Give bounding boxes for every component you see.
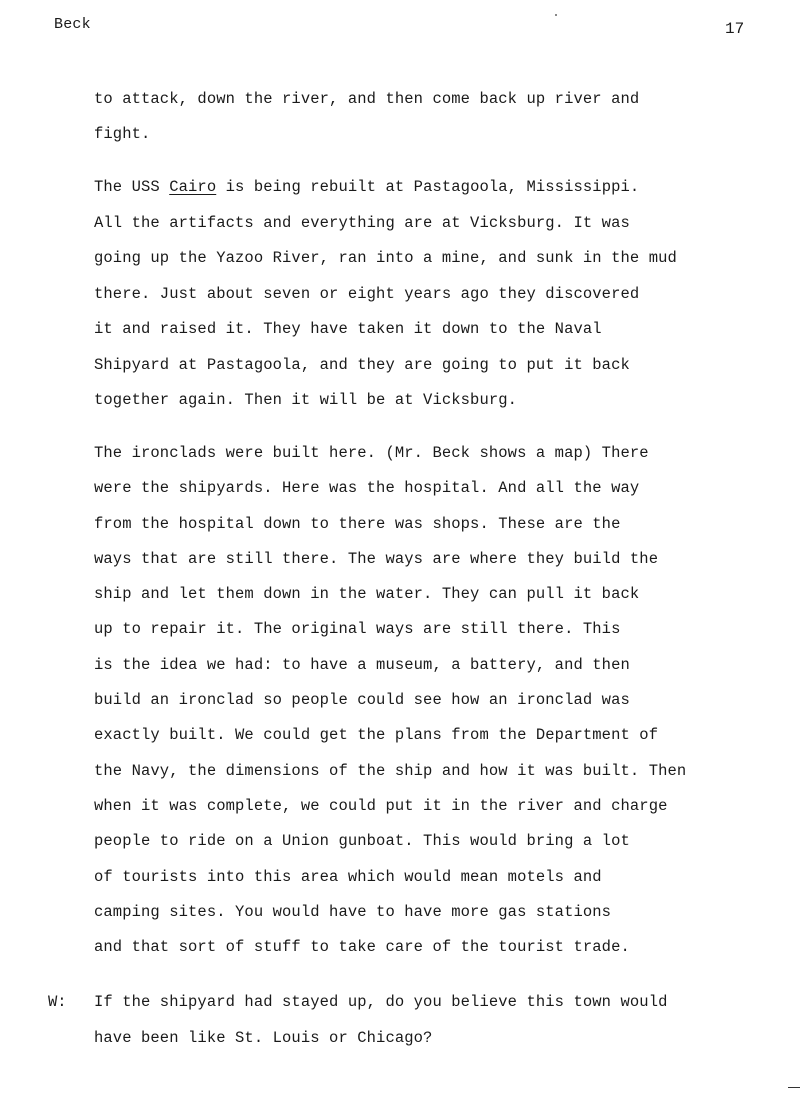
question-paragraph: [94, 984, 784, 1056]
text-line: and that sort of stuff to take care of the tourist trade.: [94, 938, 630, 957]
text-line: camping sites. You would have to have more gas stations: [94, 902, 612, 921]
scan-speck: [555, 14, 557, 16]
scan-edge-mark: [788, 1087, 800, 1088]
ship-name-underlined: Cairo: [169, 178, 217, 196]
text-line: going up the Yazoo River, ran into a mine, and sunk in the mud: [94, 249, 677, 267]
text-line: build an ironclad so people could see how an ironclad was: [94, 691, 630, 710]
header-interviewee-name: Beck: [54, 16, 91, 33]
text-line: exactly built. We could get the plans from the Department of: [94, 726, 659, 745]
text-fragment: is being rebuilt at Pastagoola, Mississippi.: [216, 178, 640, 196]
text-line: of tourists into this area which would mean motels and: [94, 867, 602, 886]
text-line: ways that are still there. The ways are where they build the: [94, 549, 659, 568]
paragraph-2: [94, 170, 784, 419]
text-line: [94, 170, 784, 206]
paragraph-1: [94, 82, 784, 152]
text-line: ship and let them down in the water. They can pull it back: [94, 585, 640, 604]
text-fragment: The USS: [94, 178, 170, 196]
text-line: up to repair it. The original ways are still there. This: [94, 620, 621, 639]
speaker-label: W:: [48, 993, 67, 1011]
text-line: All the artifacts and everything are at Vicksburg. It was: [94, 213, 630, 232]
text-line: Shipyard at Pastagoola, and they are going to put it back: [94, 355, 630, 374]
text-line: from the hospital down to there was shops. These are the: [94, 514, 621, 533]
text-line: If the shipyard had stayed up, do you believe this town would: [94, 993, 668, 1011]
text-line: the Navy, the dimensions of the ship and how it was built. Then: [94, 761, 687, 780]
page-number: 17: [725, 20, 745, 38]
text-line: people to ride on a Union gunboat. This would bring a lot: [94, 832, 630, 851]
text-line: together again. Then it will be at Vicksburg.: [94, 391, 518, 409]
text-line: it and raised it. They have taken it down to the Naval: [94, 320, 602, 338]
paragraph-3: [94, 436, 784, 965]
text-line: have been like St. Louis or Chicago?: [94, 1029, 433, 1047]
text-line: The ironclads were built here. (Mr. Beck shows a map) There: [94, 444, 649, 462]
text-line: to attack, down the river, and then come back up river and: [94, 90, 640, 108]
text-line: there. Just about seven or eight years ago they discovered: [94, 284, 640, 303]
text-line: is the idea we had: to have a museum, a battery, and then: [94, 655, 630, 674]
text-line: were the shipyards. Here was the hospital. And all the way: [94, 479, 640, 498]
text-line: when it was complete, we could put it in the river and charge: [94, 796, 668, 815]
text-line: fight.: [94, 125, 151, 143]
